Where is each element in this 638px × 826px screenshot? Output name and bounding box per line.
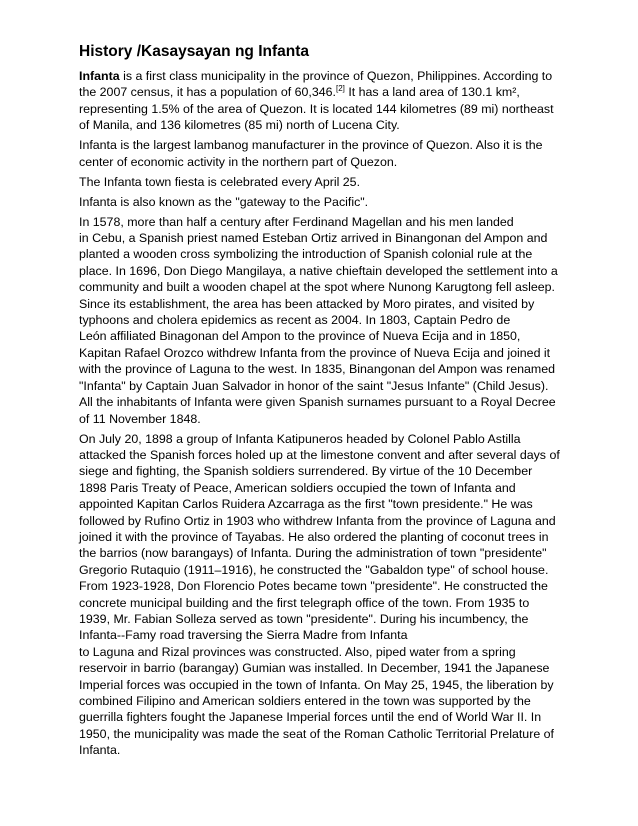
text-line — [79, 68, 563, 84]
text-line: Infanta--Famy road traversing the Sierra Madre from Infanta — [79, 628, 408, 643]
paragraph-gateway — [79, 194, 563, 210]
text-line: appointed Kapitan Carlos Ruidera Azcarraga as the first "town presidente." He was — [79, 497, 533, 512]
text-line: in Cebu, a Spanish priest named Esteban Ortiz arrived in Binangonan del Ampon and — [79, 231, 548, 246]
text-line: of Manila, and 136 kilometres (85 mi) north of Lucena City. — [79, 118, 400, 133]
text-line: Infanta. — [79, 743, 121, 758]
text-line: Infanta is the largest lambanog manufacturer in the province of Quezon. Also it is the — [79, 138, 543, 153]
text-line: "Infanta" by Captain Juan Salvador in honor of the saint "Jesus Infante" (Child Jesus). — [79, 378, 549, 393]
text-line: attacked the Spanish forces holed up at the limestone convent and after several days of — [79, 447, 560, 462]
paragraph-american-era — [79, 431, 563, 759]
text-line: followed by Rufino Ortiz in 1903 who withdrew Infanta from the province of Laguna and — [79, 513, 556, 528]
paragraph-intro — [79, 68, 563, 134]
text-line: Since its establishment, the area has been attacked by Moro pirates, and visited by — [79, 296, 535, 311]
text-line: The Infanta town fiesta is celebrated every April 25. — [79, 174, 361, 189]
text-line: representing 1.5% of the area of Quezon. It is located 144 kilometres (89 mi) northeast — [79, 101, 554, 116]
text-line: community and built a wooden chapel at the spot where Nunong Karugtong fell asleep. — [79, 280, 555, 295]
text-line: to Laguna and Rizal provinces was constructed. Also, piped water from a spring — [79, 644, 516, 659]
text-line: concrete municipal building and the first telegraph office of the town. From 1935 to — [79, 595, 530, 610]
text-line: In 1578, more than half a century after Ferdinand Magellan and his men landed — [79, 214, 514, 229]
text-span: It has a land area of 130.1 km², — [344, 85, 520, 100]
text-line: León affiliated Binagonan del Ampon to the province of Nueva Ecija and in 1850, — [79, 329, 521, 344]
text-line: Kapitan Rafael Orozco withdrew Infanta from the province of Nueva Ecija and joined it — [79, 345, 551, 360]
text-span: is a first class municipality in the province of Quezon, Philippines. According to — [119, 69, 553, 83]
text-line: planted a wooden cross symbolizing the introduction of Spanish colonial rule at the — [79, 247, 533, 262]
text-line: of 11 November 1848. — [79, 411, 201, 426]
text-line: 1939, Mr. Fabian Solleza served as town "presidente". During his incumbency, the — [79, 611, 529, 626]
text-line: place. In 1696, Don Diego Mangilaya, a native chieftain developed the settlement into a — [79, 263, 558, 278]
text-line: Infanta is also known as the "gateway to the Pacific". — [79, 194, 369, 209]
text-line: reservoir in barrio (barangay) Gumian was installed. In December, 1941 the Japanese — [79, 661, 550, 676]
text-line: siege and fighting, the Spanish soldiers surrendered. By virtue of the 10 December — [79, 464, 533, 479]
text-line: with the province of Laguna to the west. In 1835, Binangonan del Ampon was renamed — [79, 362, 555, 377]
text-line: joined it with the province of Tayabas. He also ordered the planting of coconut trees in — [79, 529, 549, 544]
paragraph-spanish-era — [79, 214, 563, 427]
citation-reference[interactable]: [2] — [335, 84, 345, 94]
text-span: the 2007 census, it has a population of 60,346. — [79, 85, 336, 100]
text-line: 1898 Paris Treaty of Peace, American soldiers occupied the town of Infanta and — [79, 480, 516, 495]
text-line: typhoons and cholera epidemics as recent as 2004. In 1803, Captain Pedro de — [79, 313, 511, 328]
text-line: 1950, the municipality was made the seat of the Roman Catholic Territorial Prelature of — [79, 726, 554, 741]
paragraph-fiesta — [79, 174, 563, 190]
page-title: History /Kasaysayan ng Infanta — [79, 43, 309, 60]
text-line: On July 20, 1898 a group of Infanta Katipuneros headed by Colonel Pablo Astilla — [79, 431, 521, 446]
text-line: All the inhabitants of Infanta were given Spanish surnames pursuant to a Royal Decree — [79, 395, 556, 410]
text-line — [79, 84, 563, 100]
text-line: Imperial forces was occupied in the town of Infanta. On May 25, 1945, the liberation by — [79, 677, 554, 692]
text-line: center of economic activity in the northern part of Quezon. — [79, 154, 398, 169]
text-line: Gregorio Rutaquio (1911–1916), he constructed the "Gabaldon type" of school house. — [79, 562, 549, 577]
document-page — [79, 42, 563, 762]
text-line: combined Filipino and American soldiers entered in the town was supported by the — [79, 694, 531, 708]
text-line: From 1923-1928, Don Florencio Potes became town "presidente". He constructed the — [79, 579, 548, 594]
municipality-name: Infanta — [79, 69, 120, 83]
text-line: the barrios (now barangays) of Infanta. During the administration of town "presidente" — [79, 546, 547, 561]
text-line: guerrilla fighters fought the Japanese Imperial forces until the end of World War II. In — [79, 710, 542, 725]
paragraph-lambanog — [79, 137, 563, 170]
